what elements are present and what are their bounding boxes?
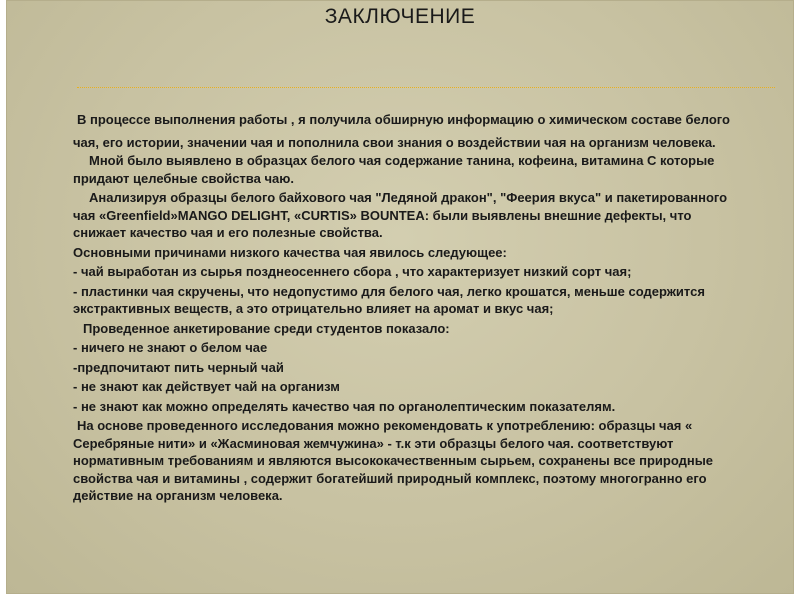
slide	[6, 0, 794, 594]
list-item	[59, 320, 735, 338]
list-item	[59, 189, 735, 242]
list-item	[59, 263, 735, 281]
list-item	[59, 398, 735, 416]
title-divider	[77, 87, 775, 88]
list-item	[59, 417, 735, 505]
list-item	[59, 152, 735, 187]
paragraph-text: Мной было выявлено в образцах белого чая содержание танина, кофеина, витамина С которые придают целебные свойства чаю.	[73, 153, 715, 186]
list-item	[59, 378, 735, 396]
list-item	[59, 359, 735, 377]
list-item	[59, 108, 735, 154]
paragraph-text: - чай выработан из сырья позднеосеннего сбора , что характеризует низкий сорт чая;	[73, 264, 632, 279]
paragraph-text: Проведенное анкетирование среди студентов показало:	[83, 320, 450, 336]
paragraph-text: - ничего не знают о белом чае	[73, 340, 268, 355]
paragraph-text: - не знают как можно определять качество чая по органолептическим показателям.	[73, 398, 616, 414]
list-item	[59, 339, 735, 357]
paragraph-text: - не знают как действует чай на организм	[73, 379, 340, 394]
list-item	[59, 283, 735, 318]
paragraph-text: - пластинки чая скручены, что недопустимо для белого чая, легко крошатся, меньше содержится экстрактивных веществ, а это отрицательно влияет на аромат и вкус чая;	[73, 283, 705, 316]
paragraph-text: На основе проведенного исследования можно рекомендовать к употреблению: образцы чая « Серебряные нити» и «Жасминовая жемчужина» - т.к эти образцы белого чая. соответствуют нормативным требованиям и являются высококачественным сырьем, сохранены все природные свойства чая и витамины , содержит богатейший природный комплекс, поэтому многогранно его действие на организм человека.	[73, 418, 714, 503]
paragraph-text: В процессе выполнения работы , я получила обширную информацию о химическом составе белого чая, его истории, значении чая и пополнила свои знания о воздействии чая на организм человека.	[73, 112, 730, 150]
slide-body	[59, 108, 735, 507]
paragraph-text: Анализируя образцы белого байхового чая "Ледяной дракон", "Феерия вкуса" и пакетированного чая «Greenfield»MANGO DELIGHT, «CURTIS» BOUNTEA: были выявлены внешние дефекты, что снижает качество чая и его полезные свойства.	[73, 190, 728, 240]
paragraph-text: Основными причинами низкого качества чая явилось следующее:	[73, 244, 507, 260]
slide-title: ЗАКЛЮЧЕНИЕ	[324, 5, 476, 28]
list-item	[59, 244, 735, 262]
paragraph-text: -предпочитают пить черный чай	[73, 359, 284, 375]
